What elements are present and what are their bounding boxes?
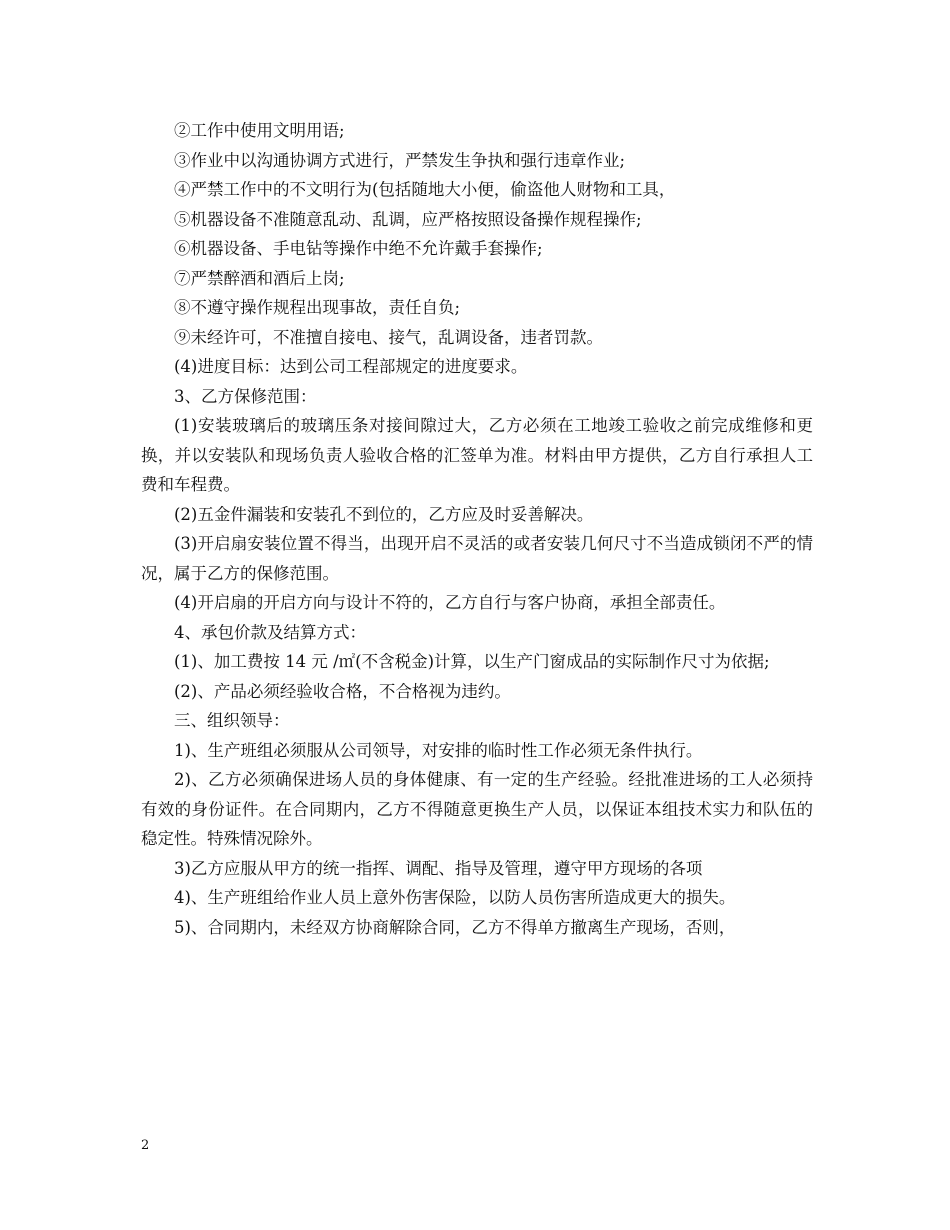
paragraph-17: (2)、产品必须经验收合格，不合格视为违约。 xyxy=(174,681,511,701)
paragraph-12: (2)五金件漏装和安装孔不到位的，乙方应及时妥善解决。 xyxy=(174,504,594,524)
paragraph-23: 5)、合同期内，未经双方协商解除合同，乙方不得单方撤离生产现场，否则， xyxy=(174,917,736,937)
paragraph-9: (4)进度目标：达到公司工程部规定的进度要求。 xyxy=(174,357,528,376)
section-heading-organization: 三、组织领导： xyxy=(174,711,290,730)
paragraph-16: (1)、加工费按 14 元 /㎡(不含税金)计算，以生产门窗成品的实际制作尺寸为依据; xyxy=(174,652,770,671)
section-heading-warranty: 3、乙方保修范围： xyxy=(174,386,317,406)
paragraph-21: 3)乙方应服从甲方的统一指挥、调配、指导及管理，遵守甲方现场的各项 xyxy=(174,858,703,878)
paragraph-20: 2)、乙方必须确保进场人员的身体健康、有一定的生产经验。经批准进场的工人必须持有效的身份证件。在合同期内，乙方不得随意更换生产人员，以保证本组技术实力和队伍的稳定性。特殊情况除外。 xyxy=(141,770,813,848)
paragraph-2: ③作业中以沟通协调方式进行，严禁发生争执和强行违章作业; xyxy=(174,150,626,170)
paragraph-22: 4)、生产班组给作业人员上意外伤害保险，以防人员伤害所造成更大的损失。 xyxy=(174,888,736,907)
paragraph-6: ⑦严禁醉酒和酒后上岗; xyxy=(174,268,345,288)
document-body xyxy=(141,116,813,942)
paragraph-1: ②工作中使用文明用语; xyxy=(174,121,345,140)
paragraph-5: ⑥机器设备、手电钻等操作中绝不允许戴手套操作; xyxy=(174,239,543,258)
paragraph-7: ⑧不遵守操作规程出现事故，责任自负; xyxy=(174,298,461,317)
page-number: 2 xyxy=(141,1138,150,1153)
paragraph-4: ⑤机器设备不准随意乱动、乱调，应严格按照设备操作规程操作; xyxy=(174,209,642,229)
paragraph-8: ⑨未经许可，不准擅自接电、接气，乱调设备，违者罚款。 xyxy=(174,327,603,347)
paragraph-11: (1)安装玻璃后的玻璃压条对接间隙过大，乙方必须在工地竣工验收之前完成维修和更换，并以安装队和现场负责人验收合格的汇签单为准。材料由甲方提供，乙方自行承担人工费和车程费。 xyxy=(141,416,813,494)
paragraph-14: (4)开启扇的开启方向与设计不符的，乙方自行与客户协商，承担全部责任。 xyxy=(174,593,726,612)
paragraph-13: (3)开启扇安装位置不得当，出现开启不灵活的或者安装几何尺寸不当造成锁闭不严的情况，属于乙方的保修范围。 xyxy=(141,534,813,583)
paragraph-19: 1)、生产班组必须服从公司领导，对安排的临时性工作必须无条件执行。 xyxy=(174,740,703,760)
section-heading-pricing: 4、承包价款及结算方式： xyxy=(174,622,366,642)
paragraph-3: ④严禁工作中的不文明行为(包括随地大小便，偷盗他人财物和工具， xyxy=(174,180,676,199)
